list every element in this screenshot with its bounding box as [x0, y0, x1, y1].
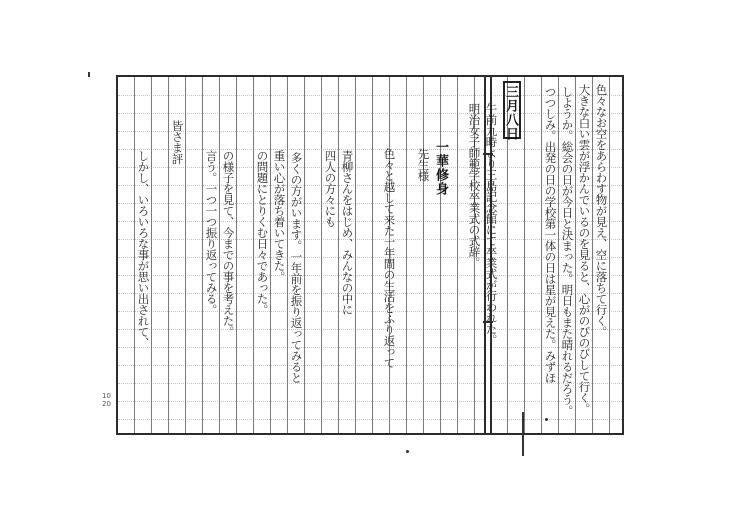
manuscript-line: の様子を見て、今までの事を考えた。: [221, 150, 236, 337]
grid-column: [440, 77, 441, 433]
grid-column: [304, 77, 305, 433]
pen-speck: [545, 418, 548, 421]
grid-column: [609, 77, 610, 433]
grid-column: [185, 77, 186, 433]
grid-column: [524, 77, 525, 433]
manuscript-line: 言う。一つ一つ振り返ってみる。: [204, 150, 219, 315]
grid-column: [541, 77, 542, 433]
manuscript-line: 一華修身: [433, 140, 448, 196]
grid-row: [118, 401, 622, 402]
grid-column: [202, 77, 203, 433]
manuscript-line: つつしみ。出発の日の学校第一体の日は星が見えた。みずほ: [543, 86, 558, 383]
grid-column: [134, 77, 135, 433]
manuscript-line: 色々と越して来た一年間の生活をふり返って: [382, 148, 397, 368]
manuscript-line: 重い心が落ち着いてきた。: [272, 150, 287, 282]
grid-column: [558, 77, 559, 433]
manuscript-line: しかし、いろいろな事が思い出されて、: [136, 150, 151, 348]
grid-column: [338, 77, 339, 433]
grid-column: [575, 77, 576, 433]
manuscript-line: 多くの方がいます。一年前を振り返ってみると: [289, 152, 304, 383]
pen-speck: [406, 450, 409, 453]
margin-counter: [102, 393, 111, 408]
manuscript-line: 皆さま評: [170, 120, 185, 164]
grid-column: [236, 77, 237, 433]
grid-column: [253, 77, 254, 433]
grid-column: [406, 77, 407, 433]
manuscript-line: 四人の方々にも: [323, 150, 338, 227]
grid-column: [423, 77, 424, 433]
grid-row: [118, 383, 622, 384]
manuscript-line: 大きな白い雲が浮かんでいるのを見ると、心がのびのびして行く。: [577, 84, 592, 414]
manuscript-line: の問題にとりくむ日々であった。: [255, 150, 270, 315]
manuscript-line: 青柳さんをはじめ、みんなの中に: [340, 150, 355, 315]
manuscript-line: 先生様: [416, 148, 431, 181]
grid-column: [321, 77, 322, 433]
margin-counter-text: 10 20: [102, 392, 111, 408]
grid-column: [219, 77, 220, 433]
manuscript-line: しようか。総会の日が今日と決まった。明日もまた晴れるだろう。: [560, 86, 575, 416]
grid-column: [168, 77, 169, 433]
grid-column: [355, 77, 356, 433]
grid-column: [270, 77, 271, 433]
grid-column: [287, 77, 288, 433]
date-heading: 三月八日: [503, 85, 518, 141]
manuscript-line: 明治女子師範学校卒業式の式辞。: [467, 103, 482, 268]
pen-speck: [88, 72, 90, 77]
manuscript-line: 色々なお空をあらわす物が見え、空に落ちて行く。: [594, 84, 609, 337]
grid-column: [592, 77, 593, 433]
pen-stroke: [522, 412, 524, 456]
manuscript-line: 午前九時より三島記念館にて卒業式が行われた。: [484, 103, 499, 345]
grid-column: [457, 77, 458, 433]
grid-column: [372, 77, 373, 433]
grid-column: [151, 77, 152, 433]
